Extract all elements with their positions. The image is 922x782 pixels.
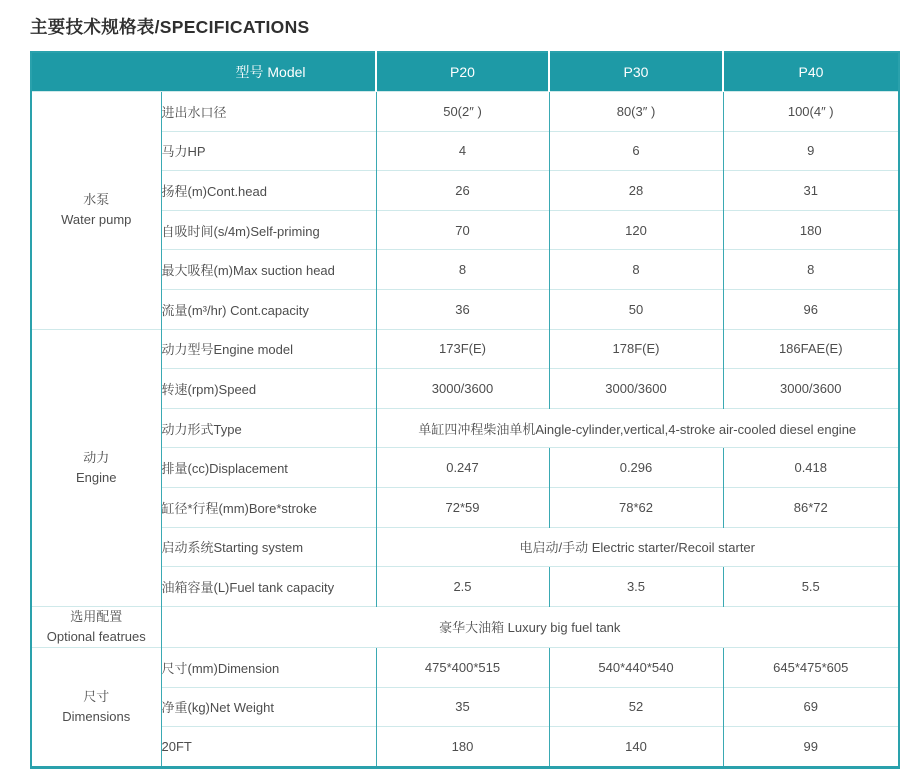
- value-cell: 72*59: [376, 487, 549, 527]
- value-cell: 96: [723, 289, 899, 329]
- group-label-cn: 选用配置: [70, 608, 123, 624]
- value-cell: 180: [723, 210, 899, 250]
- header-col-p40: P40: [723, 52, 899, 92]
- value-cell: 8: [723, 250, 899, 290]
- value-cell: 50: [549, 289, 723, 329]
- specifications-table: [30, 51, 900, 769]
- value-cell: 9: [723, 131, 899, 171]
- row-label-cell: 净重(kg)Net Weight: [161, 687, 376, 727]
- row-label-cell: 启动系统Starting system: [161, 527, 376, 567]
- value-cell: 2.5: [376, 567, 549, 607]
- row-label-cell: 尺寸(mm)Dimension: [161, 648, 376, 688]
- group-label-en: Optional featrues: [46, 628, 146, 644]
- group-cell-dimensions: [31, 648, 161, 768]
- value-cell: 178F(E): [549, 329, 723, 369]
- value-cell: 8: [376, 250, 549, 290]
- value-cell: 475*400*515: [376, 648, 549, 688]
- value-cell: 100(4″ ): [723, 92, 899, 132]
- spec-row: [31, 527, 899, 567]
- row-label-cell: 排量(cc)Displacement: [161, 448, 376, 488]
- value-cell: 35: [376, 687, 549, 727]
- value-cell: 4: [376, 131, 549, 171]
- value-cell: 0.247: [376, 448, 549, 488]
- value-cell: 31: [723, 171, 899, 211]
- row-label-cell: 自吸时间(s/4m)Self-priming: [161, 210, 376, 250]
- value-cell: 3000/3600: [376, 369, 549, 409]
- row-label-cell: 进出水口径: [161, 92, 376, 132]
- group-cell-optional: [31, 606, 161, 647]
- spec-row: [31, 687, 899, 727]
- row-label-cell: 油箱容量(L)Fuel tank capacity: [161, 567, 376, 607]
- value-cell: 6: [549, 131, 723, 171]
- spec-row: [31, 171, 899, 211]
- spec-row: [31, 727, 899, 768]
- group-cell-water-pump: [31, 92, 161, 330]
- value-cell: 78*62: [549, 487, 723, 527]
- spec-row: [31, 487, 899, 527]
- value-cell: 3000/3600: [723, 369, 899, 409]
- row-label-cell: 20FT: [161, 727, 376, 768]
- value-cell: 0.418: [723, 448, 899, 488]
- header-col-p20: P20: [376, 52, 549, 92]
- value-cell: 3000/3600: [549, 369, 723, 409]
- header-row: [31, 52, 899, 92]
- spec-row: [31, 329, 899, 369]
- value-cell: 86*72: [723, 487, 899, 527]
- group-label-cn: 尺寸: [83, 688, 110, 704]
- spec-row: [31, 92, 899, 132]
- value-cell: 140: [549, 727, 723, 768]
- spec-row: [31, 210, 899, 250]
- row-label-cell: 流量(m³/hr) Cont.capacity: [161, 289, 376, 329]
- group-label-cn: 动力: [83, 449, 110, 465]
- row-label-cell: 动力形式Type: [161, 408, 376, 448]
- group-label-cn: 水泵: [83, 192, 110, 208]
- value-cell: 540*440*540: [549, 648, 723, 688]
- value-cell: 50(2″ ): [376, 92, 549, 132]
- value-cell: 186FAE(E): [723, 329, 899, 369]
- value-cell: 70: [376, 210, 549, 250]
- row-label-cell: 转速(rpm)Speed: [161, 369, 376, 409]
- value-cell: 173F(E): [376, 329, 549, 369]
- value-cell: 645*475*605: [723, 648, 899, 688]
- value-cell: 36: [376, 289, 549, 329]
- group-label-en: Dimensions: [62, 708, 131, 724]
- header-model-cell: 型号 Model: [31, 52, 376, 92]
- value-cell: 26: [376, 171, 549, 211]
- row-label-cell: 最大吸程(m)Max suction head: [161, 250, 376, 290]
- engine-type-span-cell: 单缸四冲程柴油单机Aingle-cylinder,vertical,4-stroke air-cooled diesel engine: [376, 408, 899, 448]
- row-label-cell: 马力HP: [161, 131, 376, 171]
- row-label-cell: 扬程(m)Cont.head: [161, 171, 376, 211]
- value-cell: 28: [549, 171, 723, 211]
- spec-row: [31, 567, 899, 607]
- spec-row: [31, 606, 899, 647]
- value-cell: 52: [549, 687, 723, 727]
- value-cell: 3.5: [549, 567, 723, 607]
- optional-feature-span-cell: 豪华大油箱 Luxury big fuel tank: [161, 606, 899, 647]
- group-cell-engine: [31, 329, 161, 606]
- value-cell: 69: [723, 687, 899, 727]
- spec-row: [31, 448, 899, 488]
- spec-row: [31, 648, 899, 688]
- row-label-cell: 缸径*行程(mm)Bore*stroke: [161, 487, 376, 527]
- group-label-en: Water pump: [61, 212, 132, 228]
- spec-row: [31, 289, 899, 329]
- group-label-en: Engine: [76, 469, 117, 485]
- spec-row: [31, 369, 899, 409]
- value-cell: 5.5: [723, 567, 899, 607]
- header-col-p30: P30: [549, 52, 723, 92]
- spec-row: [31, 250, 899, 290]
- spec-row: [31, 131, 899, 171]
- value-cell: 80(3″ ): [549, 92, 723, 132]
- value-cell: 99: [723, 727, 899, 768]
- value-cell: 0.296: [549, 448, 723, 488]
- value-cell: 120: [549, 210, 723, 250]
- spec-row: [31, 408, 899, 448]
- page-title: 主要技术规格表/SPECIFICATIONS: [30, 17, 310, 37]
- starting-system-span-cell: 电启动/手动 Electric starter/Recoil starter: [376, 527, 899, 567]
- row-label-cell: 动力型号Engine model: [161, 329, 376, 369]
- value-cell: 8: [549, 250, 723, 290]
- value-cell: 180: [376, 727, 549, 768]
